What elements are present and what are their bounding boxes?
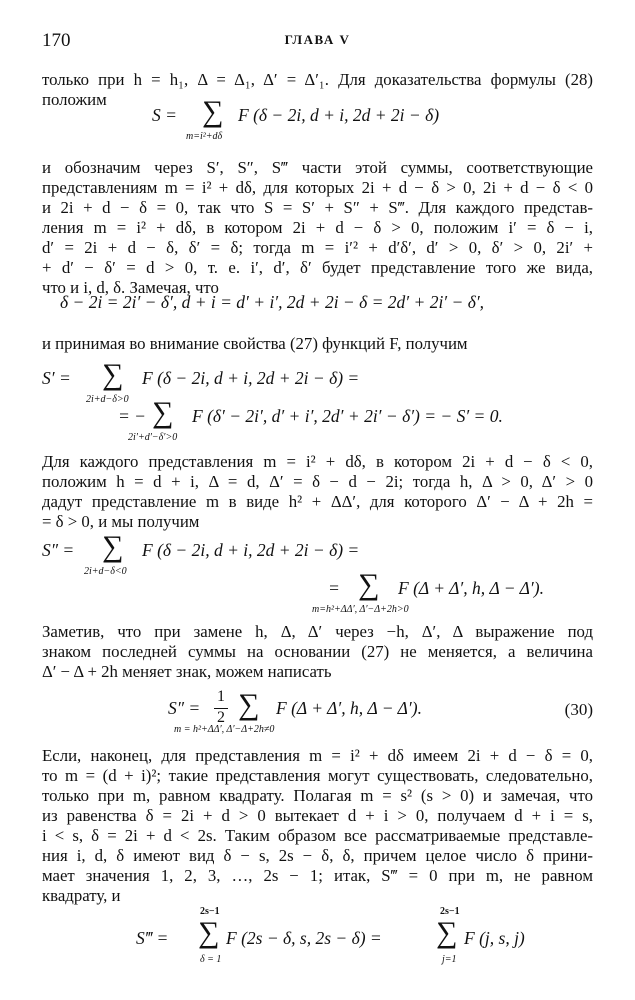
text-line: положим h = d + i, Δ = d, Δ′ = δ − d − 2i; тогда h, Δ > 0, Δ′ > 0 bbox=[42, 472, 593, 491]
eq-expression: F (δ − 2i, d + i, 2d + 2i − δ) bbox=[238, 105, 440, 125]
paragraph-2 bbox=[42, 158, 593, 298]
eq-lhs: S′ = bbox=[42, 368, 71, 388]
text-line: и обозначим через S′, S″, S‴ части этой суммы, соответствующие bbox=[42, 158, 593, 177]
text-line: положим bbox=[42, 90, 107, 109]
text-line: и принимая во внимание свойства (27) функций F, получим bbox=[42, 334, 468, 353]
sigma-symbol: ∑ bbox=[102, 530, 124, 563]
sum-subscript: m=h²+ΔΔ′, Δ′−Δ+2h>0 bbox=[312, 604, 409, 615]
eq-expression: F (2s − δ, s, 2s − δ) = bbox=[226, 928, 382, 948]
sum-subscript: 2i+d−δ<0 bbox=[84, 566, 127, 577]
text-line: из равенства δ = 2i + d > 0 вытекает d + i > 0, получаем d + i = s, bbox=[42, 806, 593, 825]
sigma-symbol: ∑ bbox=[358, 568, 380, 601]
page-header bbox=[42, 30, 593, 56]
eq-lhs: S‴ = bbox=[136, 928, 169, 948]
sum-subscript: δ = 1 bbox=[200, 954, 222, 965]
text-line: только при h = h₁, Δ = Δ₁, Δ′ = Δ′₁. Для доказательства формулы (28) bbox=[42, 70, 593, 89]
paragraph-6 bbox=[42, 746, 593, 906]
paragraph-5 bbox=[42, 622, 593, 682]
sum-subscript: j=1 bbox=[442, 954, 457, 965]
text-line: Если, наконец, для представления m = i² + dδ имеем 2i + d − δ = 0, bbox=[42, 746, 593, 765]
text-line: только при m, равном квадрату. Полагая m = s² (s > 0) и замечая, что bbox=[42, 786, 593, 805]
text-line: i < s, δ = 2i + d < 2s. Таким образом все рассматриваемые представле- bbox=[42, 826, 593, 845]
eq-expression: F (Δ + Δ′, h, Δ − Δ′). bbox=[398, 578, 544, 598]
eq-expression: F (δ′ − 2i′, d′ + i′, 2d′ + 2i′ − δ′) = − S′ = 0. bbox=[192, 406, 503, 426]
sum-subscript: 2i′+d′−δ′>0 bbox=[128, 432, 178, 443]
eq-lhs: S = bbox=[152, 105, 177, 125]
text-line: то m = (d + i)²; такие представления могут существовать, следовательно, bbox=[42, 766, 593, 785]
text-line: представлениям m = i² + dδ, для которых 2i + d − δ > 0, 2i + d − δ < 0 bbox=[42, 178, 593, 197]
text-line: + d′ − δ′ = d > 0, т. е. i′, d′, δ′ будет представление того же вида, bbox=[42, 258, 593, 277]
text-line: = δ > 0, и мы получим bbox=[42, 512, 200, 531]
sum-subscript: 2i+d−δ>0 bbox=[86, 394, 129, 405]
running-head: ГЛАВА V bbox=[284, 32, 351, 47]
sigma-symbol: ∑ bbox=[202, 95, 224, 128]
text-line: что и i, d, δ. Замечая, что bbox=[42, 278, 219, 297]
sum-subscript: m = h²+ΔΔ′, Δ′−Δ+2h≠0 bbox=[174, 724, 275, 735]
sum-upper-limit: 2s−1 bbox=[440, 906, 460, 917]
eq-expression: F (δ − 2i, d + i, 2d + 2i − δ) = bbox=[142, 368, 360, 388]
paragraph-3 bbox=[42, 334, 593, 354]
sum-subscript: m=i²+dδ bbox=[186, 131, 223, 142]
fraction-denominator: 2 bbox=[217, 709, 225, 726]
paragraph-4 bbox=[42, 452, 593, 532]
sigma-symbol: ∑ bbox=[152, 396, 174, 429]
sigma-symbol: ∑ bbox=[238, 688, 260, 721]
page-number: 170 bbox=[42, 30, 71, 51]
text-line: Δ′ − Δ + 2h меняет знак, можем написать bbox=[42, 662, 332, 681]
equation-2: δ − 2i = 2i′ − δ′, d + i = d′ + i′, 2d + 2i − δ = 2d′ + 2i′ − δ′, bbox=[60, 292, 485, 312]
equation-number: (30) bbox=[564, 700, 593, 719]
eq-expression: F (Δ + Δ′, h, Δ − Δ′). bbox=[276, 698, 422, 718]
eq-expression: F (j, s, j) bbox=[464, 928, 525, 948]
text-line: квадрату, и bbox=[42, 886, 121, 905]
text-line: d′ = 2i + d − δ, δ′ = δ; тогда m = i′² + d′δ′, d′ > 0, δ′ > 0, 2i′ + bbox=[42, 238, 593, 257]
sigma-symbol: ∑ bbox=[436, 916, 458, 949]
sigma-symbol: ∑ bbox=[102, 358, 124, 391]
sigma-symbol: ∑ bbox=[198, 916, 220, 949]
eq-expression: F (δ − 2i, d + i, 2d + 2i − δ) = bbox=[142, 540, 360, 560]
text-line: знаком последней суммы на основании (27) не меняется, а величина bbox=[42, 642, 593, 661]
eq-lhs: S″ = bbox=[42, 540, 75, 560]
eq-lhs: S″ = bbox=[168, 698, 201, 718]
text-line: дадут представление m в виде h² + ΔΔ′, для которого Δ′ − Δ + 2h = bbox=[42, 492, 593, 511]
text-line: мает значения 1, 2, 3, …, 2s − 1; итак, S‴ = 0 при m, не равном bbox=[42, 866, 593, 885]
text-line: ления m = i² + dδ, в котором 2i + d − δ > 0, положим i′ = δ − i, bbox=[42, 218, 593, 237]
eq-lhs: = bbox=[328, 578, 340, 598]
sum-upper-limit: 2s−1 bbox=[200, 906, 220, 917]
fraction-numerator: 1 bbox=[217, 688, 225, 705]
text-line: Заметив, что при замене h, Δ, Δ′ через −h, Δ′, Δ выражение под bbox=[42, 622, 593, 641]
text-line: и 2i + d − δ = 0, так что S = S′ + S″ + S‴. Для каждого представ- bbox=[42, 198, 593, 217]
eq-lhs: = − bbox=[118, 406, 146, 426]
text-line: ния i, d, δ имеют вид δ − s, 2s − δ, δ, причем целое число δ прини- bbox=[42, 846, 593, 865]
paragraph-1 bbox=[42, 70, 593, 110]
text-line: Для каждого представления m = i² + dδ, в котором 2i + d − δ < 0, bbox=[42, 452, 593, 471]
